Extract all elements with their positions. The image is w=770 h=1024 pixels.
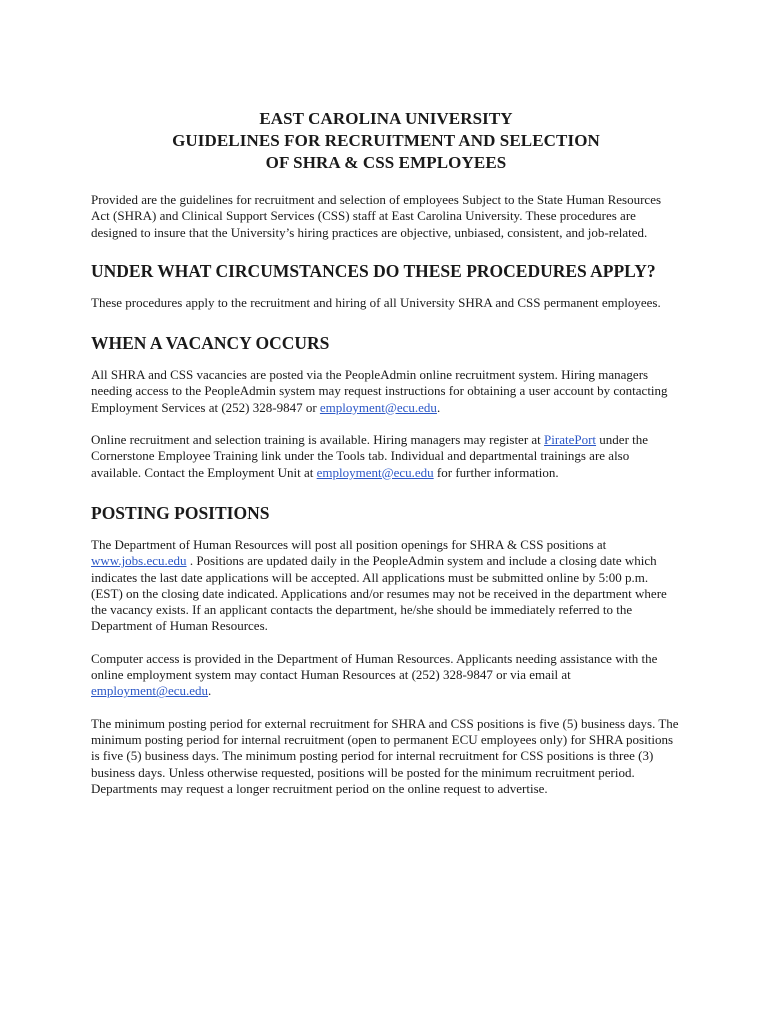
title-employees: OF SHRA & CSS EMPLOYEES — [265, 153, 507, 172]
employment-unit-email-link[interactable]: employment@ecu.edu — [316, 464, 434, 480]
vacancy-p2-mid: under the Cornerstone Employee Training link under the Tools tab. Individual and departmental trainings are also available. Contact the Employment Unit at — [91, 432, 649, 480]
title-university: EAST CAROLINA UNIVERSITY — [259, 109, 513, 128]
hr-email-link[interactable]: employment@ecu.edu — [91, 683, 209, 699]
title-guidelines: GUIDELINES FOR RECRUITMENT AND SELECTION — [172, 131, 600, 150]
heading-circumstances: UNDER WHAT CIRCUMSTANCES DO THESE PROCEDURES APPLY? — [91, 260, 656, 281]
vacancy-paragraph-2 — [91, 432, 681, 481]
posting-p1-end: . Positions are updated daily in the PeopleAdmin system and include a closing date which indicates the last date applications will be accepted. All applications must be submitted online by 5:00 p.m. (EST) on the closing date indicated. Applications and/or resumes may not be received in the department where the vacancy exists. If an applicant contacts the department, he/she should be immediately referred to the Department of Human Resources. — [91, 553, 667, 634]
posting-p1-text: The Department of Human Resources will post all position openings for SHRA & CSS positions at — [91, 536, 607, 552]
posting-paragraph-3: The minimum posting period for external recruitment for SHRA and CSS positions is five (5) business days. The minimum posting period for internal recruitment (open to permanent ECU employees only) for SHRA positions is five (5) business days. The minimum posting period for internal recruitment for CSS positions is three (3) business days. Unless otherwise requested, positions will be posted for the minimum recruitment period. Departments may request a longer recruitment period on the online request to advertise. — [91, 715, 679, 796]
vacancy-paragraph-1 — [91, 367, 681, 416]
posting-paragraph-1 — [91, 537, 681, 635]
heading-vacancy: WHEN A VACANCY OCCURS — [91, 333, 330, 354]
vacancy-p2-text: Online recruitment and selection training is available. Hiring managers may register at — [91, 432, 545, 448]
heading-posting: POSTING POSITIONS — [91, 502, 270, 523]
pirateport-link[interactable]: PiratePort — [544, 432, 597, 448]
document-content — [91, 108, 681, 797]
posting-paragraph-2 — [91, 651, 681, 700]
circumstances-paragraph: These procedures apply to the recruitment and hiring of all University SHRA and CSS permanent employees. — [91, 294, 661, 310]
vacancy-p1-end: . — [436, 399, 441, 415]
vacancy-p1-text: All SHRA and CSS vacancies are posted via the PeopleAdmin online recruitment system. Hiring managers needing access to the PeopleAdmin system may request instructions for obtaining a user account by contacting Employment Services at (252) 328-9847 or — [91, 367, 668, 415]
posting-p2-text: Computer access is provided in the Department of Human Resources. Applicants needing assistance with the online employment system may contact Human Resources at (252) 328-9847 or via email at — [91, 650, 658, 683]
intro-paragraph: Provided are the guidelines for recruitment and selection of employees Subject to the State Human Resources Act (SHRA) and Clinical Support Services (CSS) staff at East Carolina University. These procedures are designed to insure that the University’s hiring practices are objective, unbiased, consistent, and job-related. — [91, 192, 662, 240]
jobs-site-link[interactable]: www.jobs.ecu.edu — [91, 553, 187, 569]
posting-p2-end: . — [208, 683, 212, 699]
vacancy-p2-end: for further information. — [433, 464, 559, 480]
employment-email-link[interactable]: employment@ecu.edu — [319, 399, 437, 415]
